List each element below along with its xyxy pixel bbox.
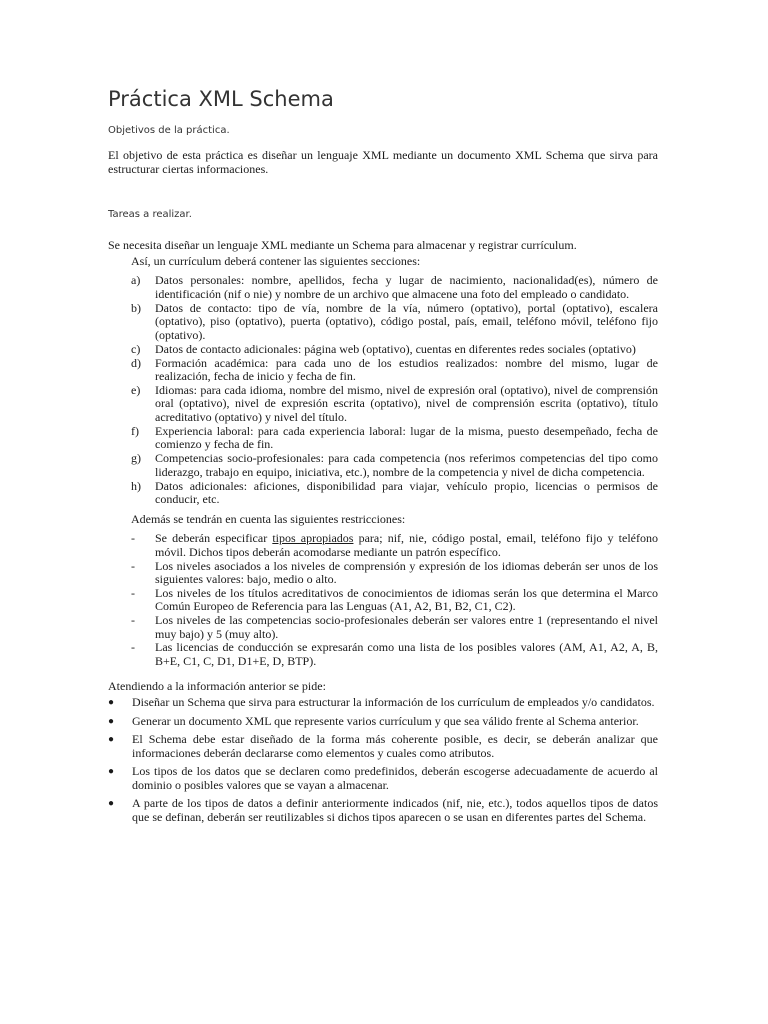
bullet-icon: ● [108, 715, 115, 727]
list-item-text: A parte de los tipos de datos a definir anteriormente indicados (nif, nie, etc.), todos aquellos tipos de datos que se definan, deberán ser reutilizables si dichos tipos aparecen o se usan en diferentes partes del Schema. [132, 796, 658, 825]
list-item-text: Los niveles asociados a los niveles de comprensión y expresión de los idiomas deberán ser unos de los siguientes valores: bajo, medio o alto. [155, 558, 658, 587]
list-item-text: Datos adicionales: aficiones, disponibilidad para viajar, vehículo propio, licencias o permisos de conducir, etc. [155, 478, 658, 507]
list-item-text: Datos de contacto: tipo de vía, nombre de la vía, número (optativo), portal (optativo), escalera (optativo), piso (optativo), puerta (optativo), código postal, país, email, teléfono móvil, teléfono fijo (optativo). [155, 300, 658, 342]
sections-intro: Así, un currículum deberá contener las siguientes secciones: [131, 253, 421, 268]
requests-intro: Atendiendo a la información anterior se pide: [108, 679, 326, 694]
list-item-text: El Schema debe estar diseñado de la forma más coherente posible, es decir, se deberán analizar que informaciones deberán declararse como elementos y cuales como atributos. [132, 732, 658, 760]
tasks-heading: Tareas a realizar. [108, 209, 192, 221]
list-item [131, 614, 658, 641]
bullet-icon: ● [108, 734, 115, 746]
list-marker: d) [131, 355, 141, 370]
text-run: Se deberán especificar [155, 531, 273, 546]
text-run: para; nif, nie, código postal, email, teléfono fijo y teléfono móvil. Dichos tipos deberán acomodarse mediante un patrón específico. [155, 531, 658, 559]
restrictions-intro: Además se tendrán en cuenta las siguientes restricciones: [131, 511, 406, 526]
list-item [131, 480, 658, 507]
requirement-paragraph: Se necesita diseñar un lenguaje XML mediante un Schema para almacenar y registrar currículum. [108, 238, 577, 253]
list-marker: c) [131, 341, 141, 356]
list-item [131, 274, 658, 301]
bullet-icon: ● [108, 798, 115, 810]
list-marker: f) [131, 423, 139, 438]
sections-list [108, 274, 658, 506]
list-item [131, 357, 658, 384]
list-item-text: Idiomas: para cada idioma, nombre del mismo, nivel de expresión oral (optativo), nivel de comprensión oral (optativo), nivel de expresión escrita (optativo), nivel de comprensión escrita (optativo), título acreditativo (optativo) y nivel del título. [155, 382, 658, 425]
list-marker: e) [131, 382, 141, 397]
list-item [108, 715, 658, 729]
requests-list [108, 696, 658, 825]
list-marker: h) [131, 478, 141, 493]
list-item [131, 425, 658, 452]
dash-marker: - [131, 585, 135, 600]
list-item-text: Experiencia laboral: para cada experiencia laboral: lugar de la misma, puesto desempeñado, fecha de comienzo y fecha de fin. [155, 423, 658, 452]
list-item [131, 641, 658, 668]
objectives-heading: Objetivos de la práctica. [108, 125, 230, 136]
list-marker: b) [131, 300, 141, 315]
document-page [108, 82, 658, 830]
dash-marker: - [131, 612, 135, 627]
list-item-text: Los tipos de los datos que se declaren como predefinidos, deberán escogerse adecuadamente de acuerdo al dominio o posibles valores que se vayan a almacenar. [132, 764, 658, 792]
list-item [131, 302, 658, 343]
list-item-text: Datos de contacto adicionales: página web (optativo), cuentas en diferentes redes sociales (optativo) [155, 341, 636, 356]
restrictions-list [108, 532, 658, 668]
list-item [131, 532, 658, 559]
list-item [131, 452, 658, 479]
list-item [108, 797, 658, 824]
list-item [131, 587, 658, 614]
list-item-text: Diseñar un Schema que sirva para estructurar la información de los currículum de empleados y/o candidatos. [132, 694, 655, 709]
list-item-text: Los niveles de los títulos acreditativos de conocimientos de idiomas serán los que determina el Marco Común Europeo de Referencia para las Lenguas (A1, A2, B1, B2, C1, C2). [155, 585, 658, 614]
list-item [108, 696, 658, 710]
list-marker: g) [131, 451, 141, 466]
bullet-icon: ● [108, 766, 115, 778]
list-item-text: Las licencias de conducción se expresarán como una lista de los posibles valores (AM, A1, A2, A, B, B+E, C1, C, D1, D1+E, D, BTP). [155, 640, 658, 668]
list-marker: a) [131, 273, 141, 288]
list-item-text: Competencias socio-profesionales: para cada competencia (nos referimos competencias del tipo como liderazgo, trabajo en equipo, iniciativa, etc.), nombre de la competencia y nivel de dicha competencia. [155, 451, 658, 479]
list-item-text: Generar un documento XML que represente varios currículum y que sea válido frente al Schema anterior. [132, 713, 639, 728]
list-item-text: Datos personales: nombre, apellidos, fecha y lugar de nacimiento, nacionalidad(es), número de identificación (nif o nie) y nombre de un archivo que almacene una foto del empleado o candidato. [155, 273, 658, 301]
dash-marker: - [131, 558, 135, 573]
list-item [131, 384, 658, 425]
page-title: Práctica XML Schema [108, 87, 334, 111]
objectives-paragraph: El objetivo de esta práctica es diseñar un lenguaje XML mediante un documento XML Schema que sirva para estructurar ciertas informaciones. [108, 148, 658, 176]
list-item-text: Formación académica: para cada uno de los estudios realizados: nombre del mismo, lugar de realización, fecha de inicio y fecha de fin. [155, 355, 658, 384]
dash-marker: - [131, 640, 135, 655]
list-item [108, 733, 658, 760]
dash-marker: - [131, 531, 135, 546]
underlined-term: tipos apropiados [272, 531, 354, 546]
list-item [108, 765, 658, 792]
bullet-icon: ● [108, 696, 115, 708]
list-item-text: Los niveles de las competencias socio-profesionales deberán ser valores entre 1 (representando el nivel muy bajo) y 5 (muy alto). [155, 612, 658, 641]
list-item [131, 560, 658, 587]
list-item [131, 343, 658, 357]
